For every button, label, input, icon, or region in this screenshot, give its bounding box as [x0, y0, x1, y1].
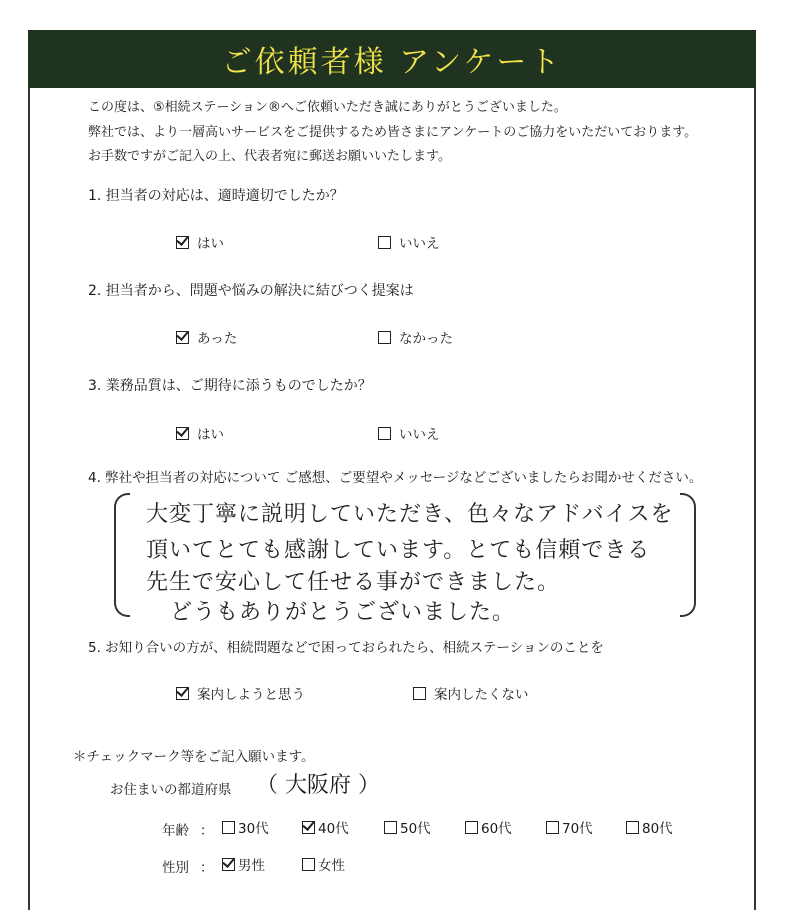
survey-header	[28, 30, 756, 88]
comment-line: どうもありがとうございました。	[170, 600, 516, 625]
age-label: 年齢	[162, 823, 189, 839]
age-option-30s[interactable]	[222, 817, 269, 837]
checkbox-checked-icon[interactable]	[176, 236, 189, 249]
option-label: 80代	[642, 821, 673, 837]
checkbox-icon[interactable]	[546, 821, 559, 834]
comment-bracket-right	[680, 493, 696, 617]
checkbox-icon[interactable]	[378, 236, 391, 249]
age-option-40s[interactable]	[302, 817, 349, 837]
q3-option-no[interactable]	[378, 423, 440, 443]
q5-option-yes[interactable]	[176, 683, 305, 703]
checkbox-icon[interactable]	[378, 427, 391, 440]
age-colon: ：	[200, 823, 214, 839]
comment-bracket-left	[114, 493, 130, 617]
checkbox-icon[interactable]	[378, 331, 391, 344]
checkbox-icon[interactable]	[302, 858, 315, 871]
intro-line: 弊社では、より一層高いサービスをご提供するため皆さまにアンケートのご協力をいただいております。	[88, 124, 698, 140]
comment-line: 先生で安心して任せる事ができました。	[146, 570, 561, 595]
question-5: 5. お知り合いの方が、相続問題などで困っておられたら、相続ステーションのことを	[88, 640, 604, 656]
intro-line: この度は、⑤相続ステーション®へご依頼いただき誠にありがとうございました。	[88, 100, 567, 115]
gender-option-female[interactable]	[302, 854, 345, 874]
question-4: 4. 弊社や担当者の対応について ご感想、ご要望やメッセージなどございましたらお聞かせください。	[88, 470, 703, 486]
checkbox-icon[interactable]	[626, 821, 639, 834]
question-3: 3. 業務品質は、ご期待に添うものでしたか？	[88, 378, 372, 394]
age-option-60s[interactable]	[465, 817, 512, 837]
checkbox-checked-icon[interactable]	[222, 858, 235, 871]
q2-option-yes[interactable]	[176, 327, 237, 347]
question-2: 2. 担当者から、問題や悩みの解決に結びつく提案は	[88, 283, 414, 299]
checkbox-icon[interactable]	[222, 821, 235, 834]
option-label: 50代	[400, 821, 431, 837]
q3-option-yes[interactable]	[176, 423, 224, 443]
q5-option-no[interactable]	[413, 683, 529, 703]
checkbox-checked-icon[interactable]	[302, 821, 315, 834]
option-label: はい	[197, 427, 224, 443]
option-label: 男性	[238, 858, 265, 874]
prefecture-value[interactable]: （ 大阪府 ）	[256, 773, 380, 798]
comment-line: 頂いてとても感謝しています。とても信頼できる	[146, 538, 651, 563]
intro-line: お手数ですがご記入の上、代表者宛に郵送お願いいたします。	[88, 149, 451, 164]
option-label: 60代	[481, 821, 512, 837]
checkbox-icon[interactable]	[465, 821, 478, 834]
option-label: いいえ	[399, 427, 440, 443]
intro-text	[88, 96, 697, 170]
option-label: 女性	[318, 858, 345, 874]
checkbox-checked-icon[interactable]	[176, 687, 189, 700]
q2-option-no[interactable]	[378, 327, 453, 347]
option-label: 30代	[238, 821, 269, 837]
age-option-80s[interactable]	[626, 817, 673, 837]
instruction-note: ＊チェックマーク等をご記入願います。	[73, 749, 315, 765]
checkbox-icon[interactable]	[413, 687, 426, 700]
age-option-50s[interactable]	[384, 817, 431, 837]
option-label: 40代	[318, 821, 349, 837]
checkbox-checked-icon[interactable]	[176, 427, 189, 440]
gender-label: 性別	[162, 860, 189, 876]
option-label: 案内したくない	[434, 687, 529, 703]
option-label: 案内しようと思う	[197, 687, 305, 703]
option-label: はい	[197, 236, 224, 252]
q1-option-no[interactable]	[378, 232, 440, 252]
option-label: あった	[197, 331, 238, 347]
prefecture-label: お住まいの都道府県	[110, 782, 232, 798]
gender-colon: ：	[200, 860, 214, 876]
question-1: 1. 担当者の対応は、適時適切でしたか？	[88, 188, 344, 204]
option-label: いいえ	[399, 236, 440, 252]
option-label: 70代	[562, 821, 593, 837]
q1-option-yes[interactable]	[176, 232, 224, 252]
gender-option-male[interactable]	[222, 854, 265, 874]
checkbox-icon[interactable]	[384, 821, 397, 834]
checkbox-checked-icon[interactable]	[176, 331, 189, 344]
age-option-70s[interactable]	[546, 817, 593, 837]
survey-title: ご依頼者様 アンケート	[221, 45, 563, 80]
comment-line: 大変丁寧に説明していただき、色々なアドバイスを	[146, 502, 674, 527]
option-label: なかった	[399, 331, 453, 347]
